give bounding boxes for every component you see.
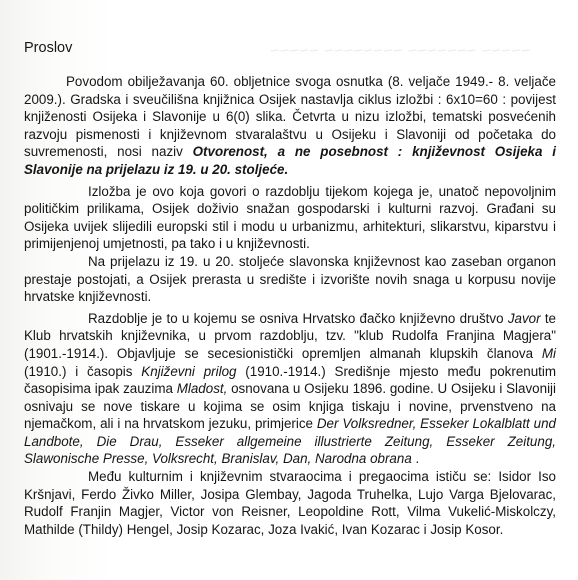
period-text-2: te Klub hrvatskih književnika, u prvom razdoblju, tzv. "klub Rudolfa Franjina Magjera" (1901.-1914.). Objavljuje se secesionistički opremljen almanah klupskih članova	[24, 310, 556, 361]
mladost-name: Mladost,	[176, 381, 228, 397]
almanac-name: Mi	[541, 345, 556, 361]
exhibition-title: Otvorenost, a ne posebnost : književnost Osijeka i Slavonije na prijelazu iz 19. u 20. stoljeće.	[24, 144, 556, 177]
bleed-through-text: ~~~~~ ~~~~~~~~ ~~~~~~~ ~~~~~	[270, 41, 531, 58]
body-text	[24, 73, 556, 538]
period-text-4: (1910.-1914.) Središnje mjesto među pokrenutim časopisima ipak zauzima	[24, 363, 557, 397]
paragraph-period	[24, 310, 556, 468]
page-heading: Proslov	[24, 40, 73, 56]
period-text-3: (1910.) i časopis	[24, 363, 142, 379]
society-name: Javor	[507, 310, 541, 326]
newspaper-list: Der Volksredner, Esseker Lokalblatt und Landbote, Die Drau, Esseker allgemeine illustrierte Zeitung, Esseker Zeitung, Slawonische Presse, Volksrecht, Branislav, Dan, Narodna obrana	[24, 416, 556, 467]
period-text-6: .	[411, 451, 420, 467]
paragraph-intro	[24, 73, 556, 179]
journal-name: Književni prilog	[141, 363, 237, 379]
period-text-1: Razdoblje je to u kojemu se osniva Hrvatsko đačko književno društvo	[88, 310, 508, 326]
paragraph-development: Izložba je ovo koja govori o razdoblju tijekom kojega je, unatoč nepovoljnim političkim prilikama, Osijek doživio snažan gospodarski i kulturni razvoj. Građani su Osijeka uvijek slijedili europski stil i modu u urbanizmu, arhitekturi, slikarstvu, kiparstvu i primijenjenoj umjetnosti, pa tako i u književnosti.	[24, 183, 556, 252]
paragraph-transition: Na prijelazu iz 19. u 20. stoljeće slavonska književnost kao zaseban organon prestaje postojati, a Osijek prerasta u središte i izvorište novih snaga u korpusu novije hrvatske književnosti.	[24, 253, 556, 305]
paragraph-authors: Među kulturnim i književnim stvaraocima i pregaocima ističu se: Isidor Iso Kršnjavi, Ferdo Živko Miller, Josipa Glembay, Jagoda Truhelka, Lujo Varga Bjelovarac, Rudolf Franjin Magjer, Victor von Reisner, Leopoldine Rott, Vilma Vukelić-Miskolczy, Mathilde (Thildy) Hengel, Josip Kozarac, Joza Ivakić, Ivan Kozarac i Josip Kosor.	[24, 469, 556, 537]
period-text-5: osnovana u Osijeku 1896. godine. U Osijeku i Slavoniji osnivaju se nove tiskare u kojima se osim knjiga tiskaju i novine, prvenstveno na njemačkom, ali i na hrvatskom jezuku, primjerice	[24, 381, 556, 432]
intro-text: Povodom obilježavanja 60. obljetnice svoga osnutka (8. veljače 1949.- 8. veljače 2009.). Gradska i sveučilišna knjižnica Osijek nastavlja ciklus izložbi : 6x10=60 : povijest knjiženosti Osijeka i Slavonije u 6(0) slika. Četvrta u nizu izložbi, tematski posvećenih razvoju pismenosti i književnom stvaralaštvu u Osijeku i Slavoniji od početaka do suvremenosti, nosi naziv	[24, 74, 556, 160]
